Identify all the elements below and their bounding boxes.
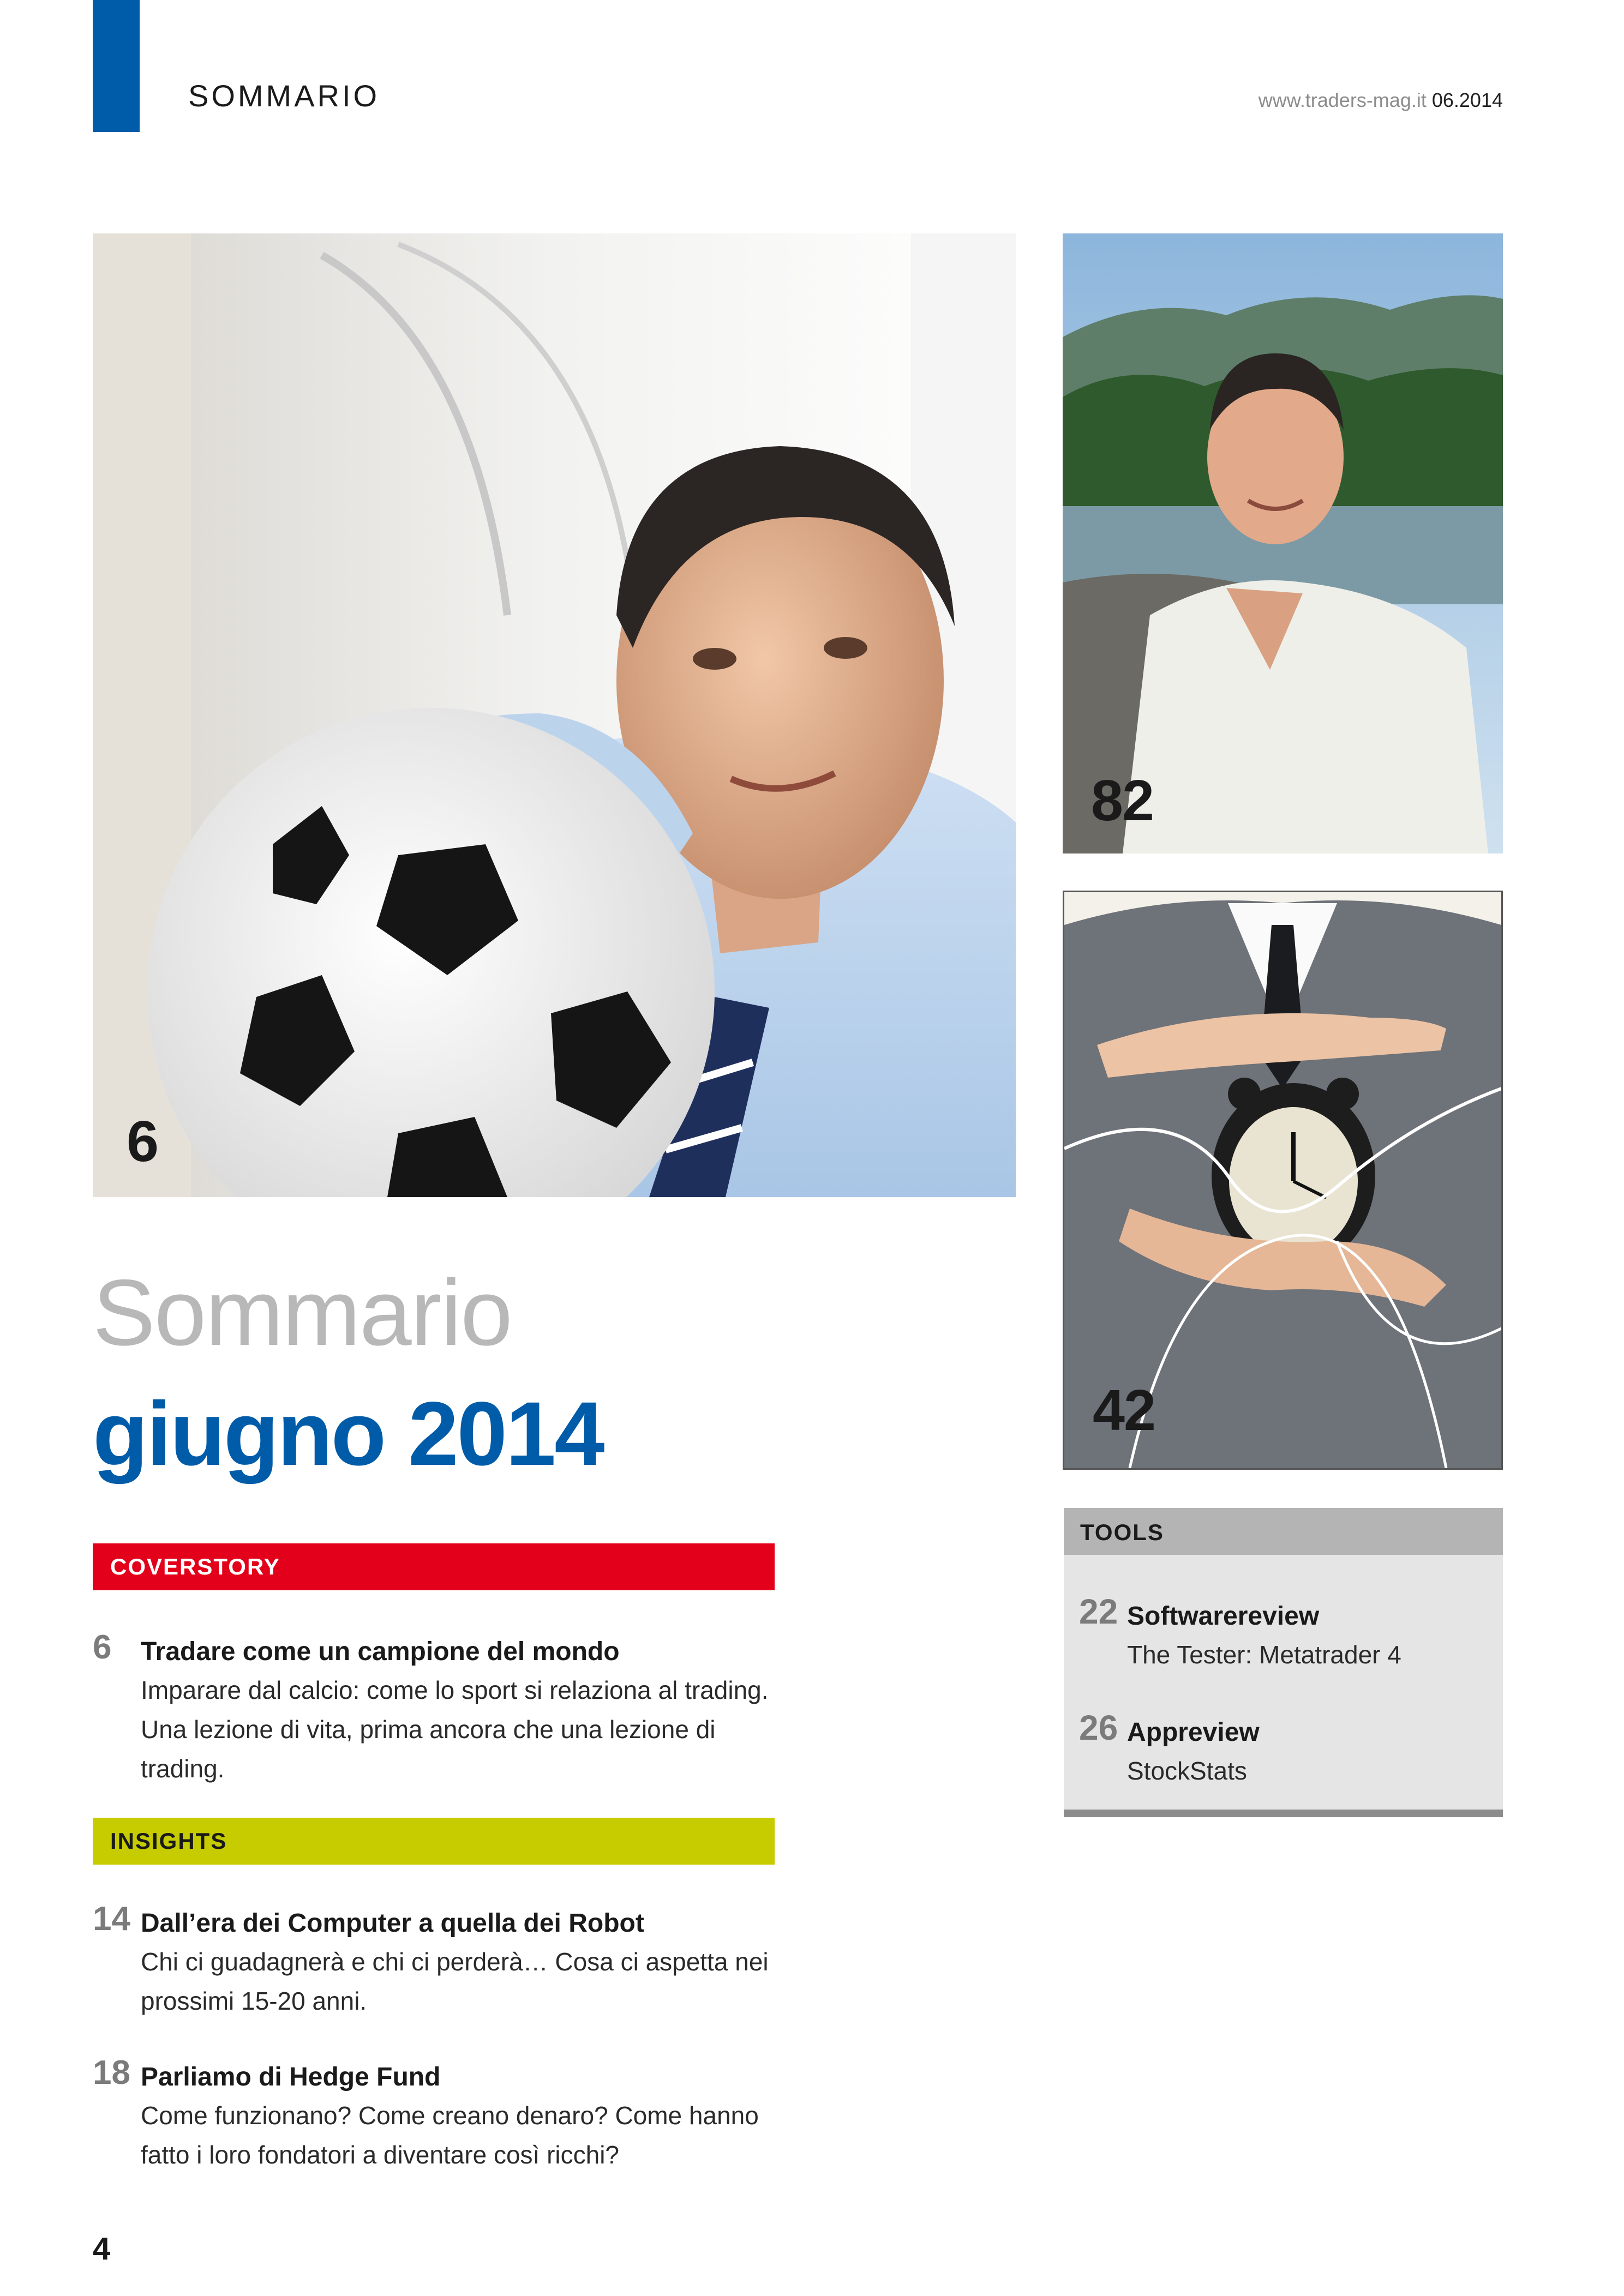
article-title[interactable]: Parliamo di Hedge Fund bbox=[141, 2063, 441, 2091]
main-photo[interactable] bbox=[93, 233, 1016, 1197]
mid-right-photo[interactable] bbox=[1063, 891, 1503, 1470]
article-summary: Come funzionano? Come creano denaro? Come hanno fatto i loro fondatori a diventare così ricchi? bbox=[141, 2101, 759, 2169]
top-right-photo[interactable] bbox=[1063, 233, 1503, 854]
article-title[interactable]: Appreview bbox=[1127, 1718, 1260, 1747]
insights-section-bar: INSIGHTS bbox=[93, 1818, 775, 1865]
website-link[interactable]: www.traders-mag.it bbox=[1258, 89, 1427, 111]
article-page-number: 18 bbox=[93, 2054, 130, 2091]
article-title[interactable]: Dall’era dei Computer a quella dei Robot bbox=[141, 1909, 644, 1938]
article-page-number: 22 bbox=[1079, 1592, 1118, 1631]
article-page-number: 6 bbox=[93, 1628, 112, 1666]
article-coverstory-6[interactable] bbox=[93, 1628, 775, 1788]
tools-section-bar: TOOLS bbox=[1064, 1508, 1503, 1555]
coverstory-section-bar: COVERSTORY bbox=[93, 1543, 775, 1590]
article-title[interactable]: Softwarereview bbox=[1127, 1602, 1320, 1631]
page-heading: Sommario bbox=[93, 1260, 512, 1365]
issue-number: 06.2014 bbox=[1431, 89, 1503, 111]
section-title: SOMMARIO bbox=[188, 79, 380, 113]
header-meta bbox=[1259, 89, 1503, 112]
article-summary: StockStats bbox=[1127, 1757, 1247, 1785]
seaside-man-image bbox=[1063, 233, 1503, 854]
article-page-number: 14 bbox=[93, 1900, 130, 1938]
header-blue-tab bbox=[93, 0, 140, 132]
article-summary: The Tester: Metatrader 4 bbox=[1127, 1640, 1401, 1669]
top-right-photo-page-number: 82 bbox=[1091, 768, 1153, 833]
tools-box bbox=[1064, 1508, 1503, 1817]
article-page-number: 26 bbox=[1079, 1708, 1118, 1747]
article-title[interactable]: Tradare come un campione del mondo bbox=[141, 1637, 620, 1666]
page-number: 4 bbox=[93, 2231, 111, 2267]
article-insights-18[interactable] bbox=[93, 2054, 775, 2174]
article-summary: Chi ci guadagnerà e chi ci perderà… Cosa ci aspetta nei prossimi 15-20 anni. bbox=[141, 1948, 769, 2015]
article-tools-22[interactable] bbox=[1079, 1592, 1494, 1674]
article-summary: Imparare dal calcio: come lo sport si relaziona al trading. Una lezione di vita, prima ancora che una lezione di trading. bbox=[141, 1676, 769, 1783]
article-insights-14[interactable] bbox=[93, 1900, 775, 2021]
main-photo-page-number: 6 bbox=[127, 1109, 158, 1174]
mid-right-photo-page-number: 42 bbox=[1093, 1378, 1155, 1442]
soccer-man-image bbox=[93, 233, 1016, 1197]
article-tools-26[interactable] bbox=[1079, 1708, 1494, 1790]
issue-heading: giugno 2014 bbox=[93, 1384, 603, 1484]
